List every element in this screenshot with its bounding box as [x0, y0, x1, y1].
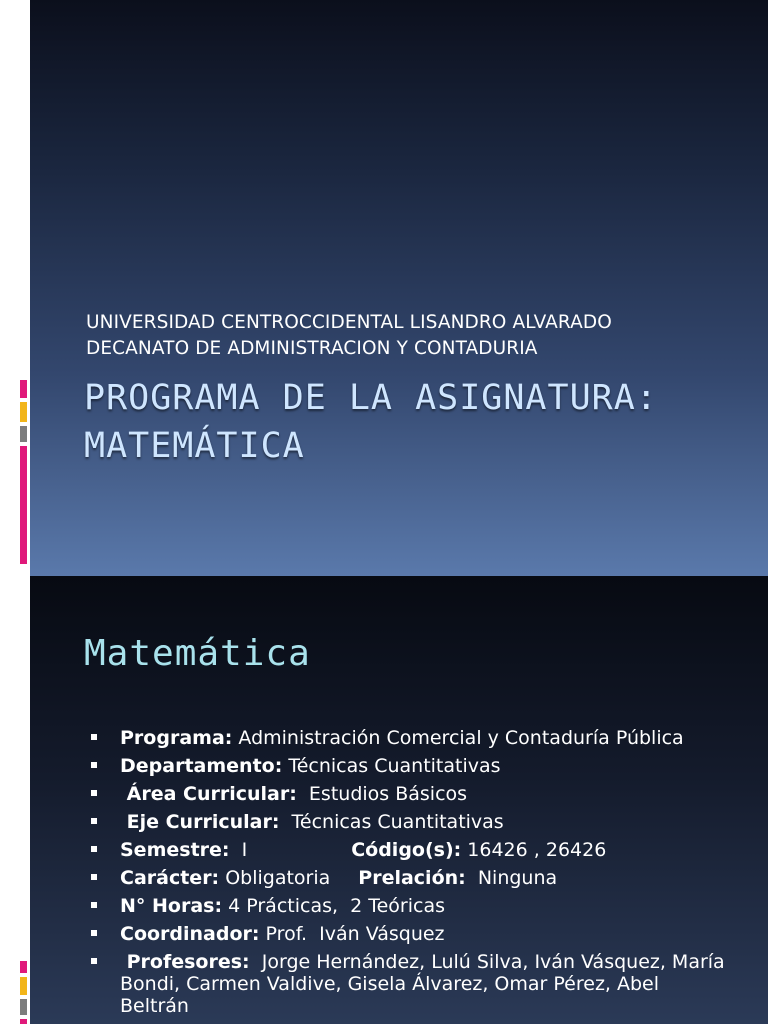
bullet-icon	[91, 874, 97, 880]
bullet-icon	[91, 930, 97, 936]
list-item: Semestre: I Código(s): 16426 , 26426	[90, 839, 730, 861]
list-item: N° Horas: 4 Prácticas, 2 Teóricas	[90, 895, 730, 917]
accent-bar-pink-top	[20, 380, 27, 398]
bullet-icon	[91, 902, 97, 908]
accent-bar-yellow	[20, 402, 27, 422]
list-item: Área Curricular: Estudios Básicos	[90, 783, 730, 805]
institution-line-1: UNIVERSIDAD CENTROCCIDENTAL LISANDRO ALVARADO	[86, 312, 612, 333]
slide-background	[30, 0, 768, 576]
list-item: Programa: Administración Comercial y Contaduría Pública	[90, 727, 730, 749]
institution-line-2: DECANATO DE ADMINISTRACION Y CONTADURIA	[86, 338, 538, 359]
accent-bar-gray	[20, 426, 27, 442]
list-item: Departamento: Técnicas Cuantitativas	[90, 755, 730, 777]
bullet-icon	[91, 846, 97, 852]
decorative-bars-icon	[17, 57, 31, 91]
list-item: Eje Curricular: Técnicas Cuantitativas	[90, 811, 730, 833]
bullet-icon	[91, 958, 97, 964]
bullet-icon	[91, 762, 97, 768]
accent-bar-yellow	[20, 977, 27, 995]
list-item: Profesores: Jorge Hernández, Lulú Silva, Iván Vásquez, María Bondi, Carmen Valdive, Gisela Álvarez, Omar Pérez, Abel Beltrán	[90, 951, 730, 1017]
accent-bar-pink	[20, 446, 27, 564]
bullet-icon	[91, 818, 97, 824]
list-item: Carácter: Obligatoria Prelación: Ninguna	[90, 867, 730, 889]
accent-bar-gray	[20, 999, 27, 1015]
institution-subtitle	[86, 310, 612, 362]
title-line-1: PROGRAMA DE LA ASIGNATURA:	[84, 378, 658, 418]
bullet-list	[90, 727, 730, 1023]
decorative-bars-icon	[17, 633, 31, 667]
title-line-2: MATEMÁTICA	[84, 426, 305, 466]
slide-title	[84, 374, 658, 470]
list-item: Coordinador: Prof. Iván Vásquez	[90, 923, 730, 945]
bullet-icon	[91, 734, 97, 740]
accent-bar-pink-top	[20, 961, 27, 973]
slide-heading: Matemática	[84, 633, 311, 674]
accent-bar-pink	[20, 1019, 27, 1024]
bullet-icon	[91, 790, 97, 796]
